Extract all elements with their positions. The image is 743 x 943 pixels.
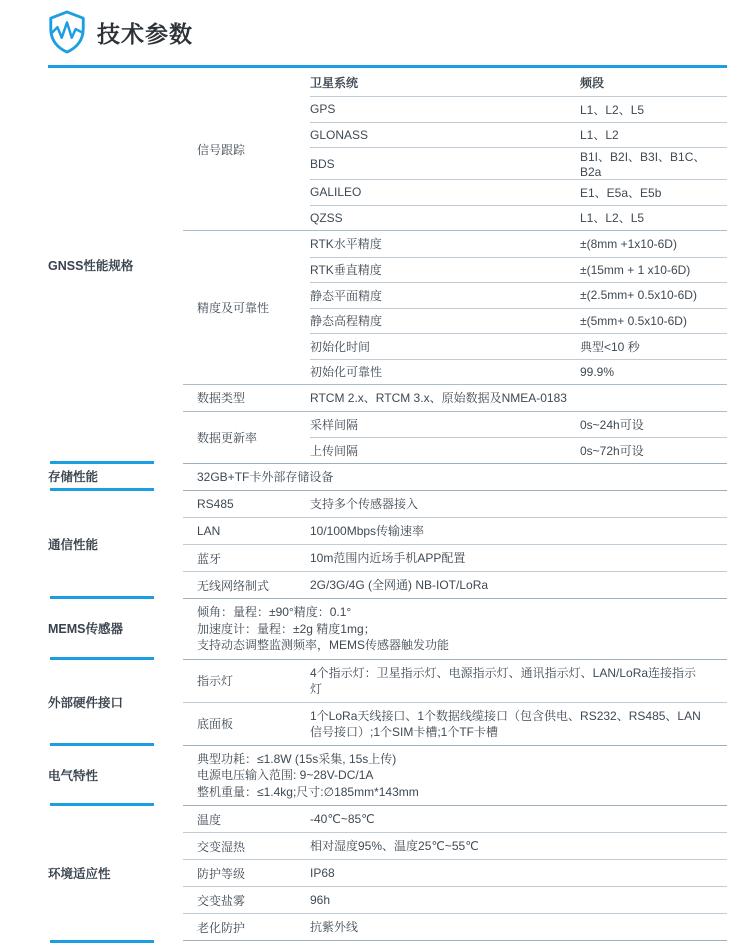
group-label: 精度及可靠性	[197, 301, 270, 315]
spec-value: L1、L2、L5	[580, 211, 645, 226]
spec-label: BDS	[310, 156, 335, 171]
spec-row	[183, 702, 727, 745]
spec-text-line: 整机重量：≤1.4kg;尺寸:∅185mm*143mm	[197, 784, 419, 799]
spec-row	[310, 179, 727, 205]
spec-label: QZSS	[310, 210, 343, 225]
section-body	[183, 805, 727, 941]
subtable-header-row	[310, 68, 727, 96]
spec-label: 蓝牙	[197, 551, 222, 566]
spec-label: 静态平面精度	[310, 288, 383, 303]
spec-value: RTCM 2.x、RTCM 3.x、原始数据及NMEA-0183	[310, 391, 567, 406]
section-label: MEMS传感器	[48, 598, 183, 659]
spec-row	[310, 437, 727, 463]
spec-value: ±(8mm +1x10-6D)	[580, 236, 677, 251]
spec-row	[310, 147, 727, 179]
group-rows	[310, 385, 727, 411]
spec-value: 相对湿度95%、温度25℃~55℃	[310, 839, 479, 853]
spec-value: 2G/3G/4G (全网通) NB-IOT/LoRa	[310, 578, 489, 592]
spec-label: 交变盐雾	[197, 893, 246, 908]
spec-text-line: 加速度计：量程：±2g 精度1mg；	[197, 621, 376, 636]
spec-text	[183, 464, 727, 491]
section-electrical	[48, 745, 727, 806]
spec-row	[310, 359, 727, 385]
spec-row	[310, 205, 727, 231]
spec-value: ±(15mm + 1 x10-6D)	[580, 262, 691, 277]
spec-row	[310, 385, 727, 411]
spec-row	[183, 806, 727, 832]
column-header: 卫星系统	[310, 75, 359, 90]
spec-text-line: 电源电压输入范围: 9~28V-DC/1A	[197, 768, 374, 782]
spec-text	[183, 599, 727, 659]
spec-label: 初始化时间	[310, 339, 371, 354]
spec-row	[183, 886, 727, 913]
spec-label: 指示灯	[197, 674, 234, 688]
spec-row	[310, 257, 727, 283]
section-body	[183, 490, 727, 598]
spec-label: 交变湿热	[197, 839, 246, 854]
spec-label: GALILEO	[310, 185, 362, 200]
group-rows	[310, 412, 727, 463]
group-accuracy-reliability	[183, 230, 727, 384]
section-mems-sensor	[48, 598, 727, 659]
spec-value: 典型<10 秒	[580, 339, 640, 354]
group-data-update-rate	[183, 411, 727, 463]
spec-text-line: 典型功耗：≤1.8W (15s采集, 15s上传)	[197, 751, 397, 766]
spec-value: 99.9%	[580, 364, 615, 379]
spec-row	[183, 859, 727, 886]
group-label: 数据更新率	[197, 430, 258, 445]
column-header: 频段	[580, 75, 605, 90]
section-body	[183, 68, 727, 463]
spec-value: 4个指示灯：卫星指示灯、电源指示灯、通讯指示灯、LAN/LoRa连接指示灯	[310, 665, 697, 696]
spec-label: 防护等级	[197, 866, 246, 881]
spec-row	[183, 517, 727, 544]
spec-label: 上传间隔	[310, 443, 359, 458]
section-communication	[48, 490, 727, 598]
spec-table	[48, 65, 727, 941]
group-signal-tracking	[183, 68, 727, 230]
group-rows	[310, 68, 727, 230]
spec-label: GLONASS	[310, 127, 369, 142]
spec-value: 1个LoRa天线接口、1个数据线缆接口（包含供电、RS232、RS485、LAN信号接口）;1个SIM卡槽;1个TF卡槽	[310, 708, 701, 739]
section-body	[183, 659, 727, 745]
spec-label: GPS	[310, 102, 336, 117]
spec-value: L1、L2、L5	[580, 102, 645, 117]
spec-label: 老化防护	[197, 920, 246, 935]
spec-label: 初始化可靠性	[310, 365, 383, 380]
spec-label: 底面板	[197, 717, 234, 731]
spec-row	[183, 491, 727, 517]
spec-value: 0s~72h可设	[580, 443, 644, 458]
spec-value: 抗紫外线	[310, 920, 359, 934]
spec-value: ±(2.5mm+ 0.5x10-6D)	[580, 288, 697, 303]
spec-value: B1I、B2I、B3I、B1C、B2a	[580, 150, 706, 179]
section-gnss-performance	[48, 68, 727, 463]
spec-value: -40℃~85℃	[310, 812, 375, 826]
spec-row	[183, 544, 727, 571]
section-body	[183, 463, 727, 491]
spec-text-line: 倾角：量程：±90°精度：0.1°	[197, 605, 352, 619]
spec-row	[310, 282, 727, 308]
group-label: 数据类型	[197, 391, 246, 406]
section-label: 环境适应性	[48, 805, 183, 941]
spec-row	[310, 96, 727, 122]
spec-value: IP68	[310, 866, 335, 880]
section-label: 电气特性	[48, 745, 183, 806]
spec-row	[310, 231, 727, 257]
section-label: 外部硬件接口	[48, 659, 183, 745]
spec-row	[310, 122, 727, 148]
section-external-hardware	[48, 659, 727, 745]
spec-label: LAN	[197, 524, 221, 538]
spec-label: 静态高程精度	[310, 314, 383, 329]
spec-label: 无线网络制式	[197, 578, 270, 593]
page-header	[46, 9, 193, 55]
spec-text	[183, 746, 727, 806]
section-body	[183, 745, 727, 806]
spec-value: 96h	[310, 893, 331, 907]
spec-row	[310, 412, 727, 438]
spec-value: 10/100Mbps传输速率	[310, 524, 425, 538]
section-label: 存储性能	[48, 463, 183, 491]
spec-text-line: 支持动态调整监测频率，MEMS传感器触发功能	[197, 638, 450, 652]
section-body	[183, 598, 727, 659]
section-environmental	[48, 805, 727, 941]
group-rows	[310, 231, 727, 384]
spec-row	[183, 571, 727, 598]
spec-row	[310, 308, 727, 334]
spec-row	[183, 832, 727, 859]
page-title: 技术参数	[97, 20, 193, 47]
shield-pulse-icon	[46, 9, 88, 55]
spec-label: 采样间隔	[310, 417, 359, 432]
group-data-type	[183, 384, 727, 411]
spec-text-line: 32GB+TF卡外部存储设备	[197, 469, 334, 484]
group-label: 信号跟踪	[197, 142, 246, 157]
spec-value: 10m范围内近场手机APP配置	[310, 551, 466, 565]
spec-label: RS485	[197, 497, 234, 511]
section-storage	[48, 463, 727, 491]
section-label: 通信性能	[48, 490, 183, 598]
spec-value: E1、E5a、E5b	[580, 185, 662, 200]
spec-row	[310, 333, 727, 359]
spec-row	[183, 660, 727, 702]
spec-label: 温度	[197, 812, 222, 827]
spec-label: RTK垂直精度	[310, 263, 382, 278]
spec-value: 支持多个传感器接入	[310, 497, 419, 511]
spec-value: L1、L2	[580, 128, 619, 143]
spec-value: ±(5mm+ 0.5x10-6D)	[580, 313, 687, 328]
spec-row	[183, 913, 727, 940]
spec-value: 0s~24h可设	[580, 417, 644, 432]
section-label: GNSS性能规格	[48, 259, 134, 274]
spec-label: RTK水平精度	[310, 237, 382, 252]
